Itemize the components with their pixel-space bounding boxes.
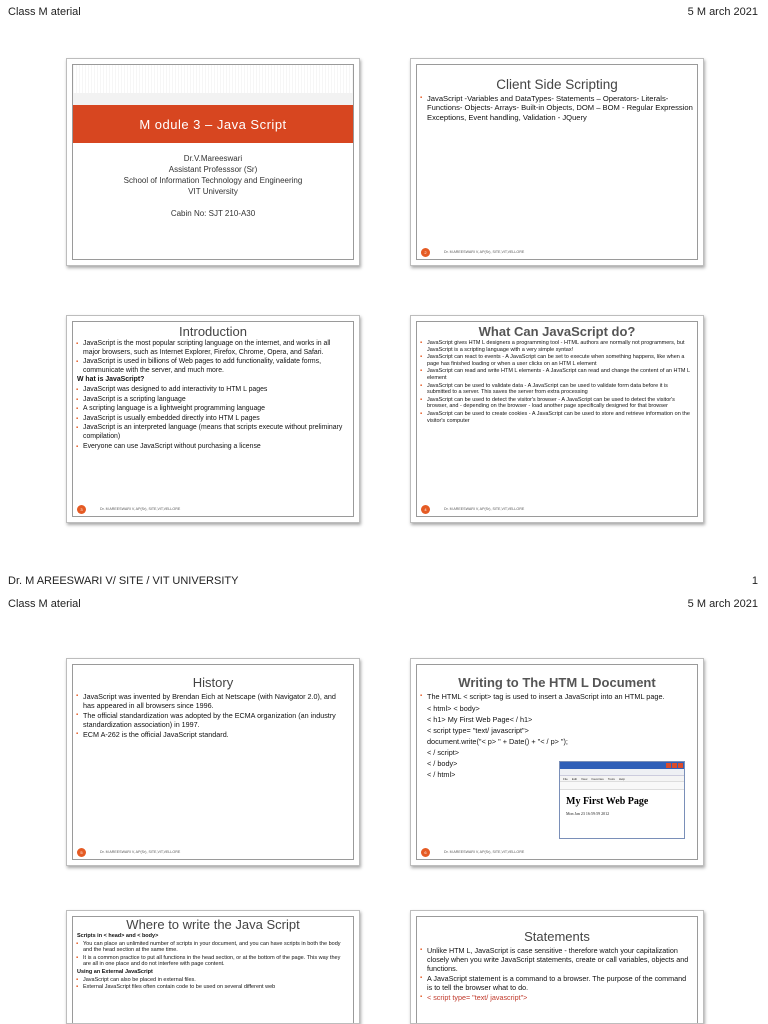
- bullet-item: ▪ JavaScript can be used to create cookies - A JavaScript can be used to store and retrieve information on the visitor's computer: [427, 411, 693, 424]
- browser-titlebar: [560, 762, 684, 769]
- browser-screenshot: [559, 761, 685, 839]
- bullet-item: ▪ JavaScript is a scripting language: [83, 396, 349, 405]
- code-line: < / body>: [427, 759, 458, 768]
- subheading: Using an External JavaScript: [77, 968, 153, 975]
- bullet-item: ▪ Everyone can use JavaScript without purchasing a license: [83, 443, 349, 452]
- bullet-list: [73, 933, 353, 991]
- menu-tools: Tools: [607, 776, 615, 781]
- slide-title: History: [192, 675, 234, 690]
- code-line: < html> < body>: [427, 704, 480, 713]
- slide-history: [66, 658, 360, 866]
- slide-frame: [72, 321, 354, 517]
- bullet-list: [417, 946, 697, 1002]
- bullet-item: ▪ JavaScript can also be placed in external files.: [83, 977, 349, 984]
- bullet-item: ▪ A JavaScript statement is a command to a browser. The purpose of the command is to tell the browser what to do.: [427, 974, 693, 992]
- bullet-item: ▪ JavaScript can be used to detect the visitor's browser - A JavaScript can be used to detect the visitor's browser, and - depending on the browser - load another page specifically designed for that browser: [427, 397, 693, 410]
- menu-help: Help: [618, 776, 625, 781]
- menu-edit: Edit: [571, 776, 578, 781]
- page-footer-author: Dr. M AREESWARI V/ SITE / VIT UNIVERSITY: [8, 575, 239, 587]
- band-top: [73, 93, 353, 105]
- slide-frame: [416, 64, 698, 260]
- bullet-item: ▪ JavaScript -Variables and DataTypes- Statements – Operators- Literals- Functions- Objects- Arrays- Built-in Objects, DOM – BOM - Regular Expression Exceptions, Event handling, Validation - JQuery: [427, 94, 693, 122]
- page-header-left: Class M aterial: [8, 6, 81, 18]
- slide-title: Writing to The HTM L Document: [458, 675, 656, 690]
- slide-frame: [72, 64, 354, 260]
- code-line: < script type= "text/ javascript">: [427, 726, 529, 735]
- browser-address-bar: [560, 769, 684, 776]
- slide-frame: [416, 664, 698, 860]
- slide-statements: [410, 910, 704, 1024]
- author-university: VIT University: [188, 187, 238, 196]
- slide-title: Statements: [524, 929, 590, 944]
- menu-file: File: [563, 776, 568, 781]
- slide-footer: [77, 504, 180, 514]
- bullet-item: ▪ ECM A-262 is the official JavaScript standard.: [83, 730, 349, 739]
- bullet-item: ▪ JavaScript was invented by Brendan Eich at Netscape (with Navigator 2.0), and has appeared in all browsers since 1996.: [83, 692, 349, 710]
- bullet-list: [73, 340, 353, 451]
- footer-author: Dr. M AREESWARI V, AP(Sr), SITE,VIT,VELLORE: [444, 507, 525, 511]
- page-number: 5: [77, 848, 86, 857]
- author-school: School of Information Technology and Engineering: [123, 176, 303, 185]
- slide-title: Introduction: [179, 324, 247, 339]
- slide-what-can-javascript-do: [410, 315, 704, 523]
- page-footer-number: 1: [751, 575, 758, 587]
- subheading: W hat is JavaScript?: [77, 376, 145, 384]
- slide-footer: [421, 504, 524, 514]
- subheading: Scripts in < head> and < body>: [77, 933, 159, 939]
- page-number: 3: [77, 505, 86, 514]
- slide-title: Client Side Scripting: [496, 77, 618, 92]
- bullet-item: ▪ A scripting language is a lightweight programming language: [83, 405, 349, 414]
- module-title: M odule 3 – Java Script: [73, 105, 353, 143]
- bullet-item: ▪ JavaScript was designed to add interactivity to HTM L pages: [83, 386, 349, 395]
- code-line: < h1> My First Web Page< / h1>: [427, 715, 533, 724]
- bullet-item: ▪ You can place an unlimited number of scripts in your document, and you can have scripts in both the body and the head section at the same time.: [83, 941, 349, 954]
- footer-author: Dr. M AREESWARI V, AP(Sr), SITE,VIT,VELLORE: [444, 850, 525, 854]
- browser-page-heading: My First Web Page: [566, 796, 649, 807]
- bullet-item: ▪ JavaScript is used in billions of Web pages to add functionality, validate forms, communicate with the server, and much more.: [83, 358, 349, 375]
- author-role: Assistant Professsor (Sr): [168, 165, 258, 174]
- bullet-item: ▪ JavaScript can react to events - A JavaScript can be set to execute when something happens, like when a page has finished loading or when a user clicks on an HTM L element: [427, 354, 693, 367]
- bullet-list: [73, 692, 353, 739]
- bullet-item: ▪ The official standardization was adopted by the ECMA organization (an industry standardization association) in 1997.: [83, 711, 349, 729]
- slide-title: What Can JavaScript do?: [478, 324, 636, 339]
- bullet-item: ▪ JavaScript is the most popular scripting language on the internet, and works in all major browsers, such as Internet Explorer, Firefox, Chrome, Opera, and Safari.: [83, 340, 349, 357]
- slide-introduction: [66, 315, 360, 523]
- author-block: [73, 153, 353, 219]
- page-number: 6: [421, 848, 430, 857]
- slide-footer: [421, 247, 524, 257]
- code-line: document.write("< p> " + Date() + "< / p> ");: [427, 737, 568, 746]
- slide-title: Where to write the Java Script: [126, 917, 300, 932]
- page-number: 4: [421, 505, 430, 514]
- code-line: < / script>: [427, 748, 460, 757]
- browser-page-date: Mon Jan 23 16:59:59 2012: [566, 811, 610, 816]
- bullet-item: ▪ JavaScript gives HTM L designers a programming tool - HTML authors are normally not programmers, but JavaScript is a scripting language with a very simple syntax!: [427, 340, 693, 353]
- slide-writing-html-document: [410, 658, 704, 866]
- bullet-item: ▪ JavaScript can be used to validate data - A JavaScript can be used to validate form data before it is submitted to a server. This saves the server from extra processing: [427, 383, 693, 396]
- slide-frame: [72, 664, 354, 860]
- slide-decoration: [73, 65, 353, 93]
- window-buttons: [666, 763, 684, 768]
- page-header-date: 5 M arch 2021: [687, 598, 758, 610]
- bullet-item: ▪ JavaScript is usually embedded directly into HTM L pages: [83, 415, 349, 424]
- slide-client-side-scripting: [410, 58, 704, 266]
- bullet-item: ▪ JavaScript is an interpreted language (means that scripts execute without preliminary compilation): [83, 424, 349, 441]
- slide-frame: [72, 916, 354, 1023]
- slide-footer: [77, 847, 180, 857]
- slide-frame: [416, 321, 698, 517]
- bullet-item: ▪ The HTML < script> tag is used to insert a JavaScript into an HTML page.: [427, 691, 693, 702]
- slide-title-module: [66, 58, 360, 266]
- bullet-list: [417, 94, 697, 122]
- bullet-item: ▪ It is a common practice to put all functions in the head section, or at the bottom of the page. This way they are all in one place and do not interfere with page content.: [83, 955, 349, 968]
- author-spacer: [73, 197, 353, 208]
- slide-where-to-write: [66, 910, 360, 1024]
- page-header-left: Class M aterial: [8, 598, 81, 610]
- author-name: Dr.V.Mareeswari: [183, 154, 243, 163]
- bullet-item: ▪ JavaScript can read and write HTM L elements - A JavaScript can read and change the content of an HTM L element: [427, 368, 693, 381]
- slide-frame: [416, 916, 698, 1023]
- footer-author: Dr. M AREESWARI V, AP(Sr), SITE,VIT,VELLORE: [444, 250, 525, 254]
- menu-view: View: [581, 776, 588, 781]
- page-number: 2: [421, 248, 430, 257]
- slide-footer: [421, 847, 524, 857]
- bullet-item: ▪ External JavaScript files often contain code to be used on several different web: [83, 984, 349, 991]
- browser-toolbar: [560, 782, 684, 790]
- bullet-item: ▪ Unlike HTM L, JavaScript is case sensitive - therefore watch your capitalization closely when you write JavaScript statements, create or call variables, objects and functions.: [427, 946, 693, 973]
- code-line: ▪ < script type= "text/ javascript">: [427, 993, 693, 1002]
- footer-author: Dr. M AREESWARI V, AP(Sr), SITE,VIT,VELLORE: [100, 507, 181, 511]
- menu-favorites: Favorites: [591, 776, 604, 781]
- author-cabin: Cabin No: SJT 210-A30: [170, 209, 256, 218]
- bullet-list: [417, 340, 697, 424]
- page-header-date: 5 M arch 2021: [687, 6, 758, 18]
- bullet-list: [417, 691, 697, 702]
- code-line: < / html>: [427, 770, 456, 779]
- footer-author: Dr. M AREESWARI V, AP(Sr), SITE,VIT,VELLORE: [100, 850, 181, 854]
